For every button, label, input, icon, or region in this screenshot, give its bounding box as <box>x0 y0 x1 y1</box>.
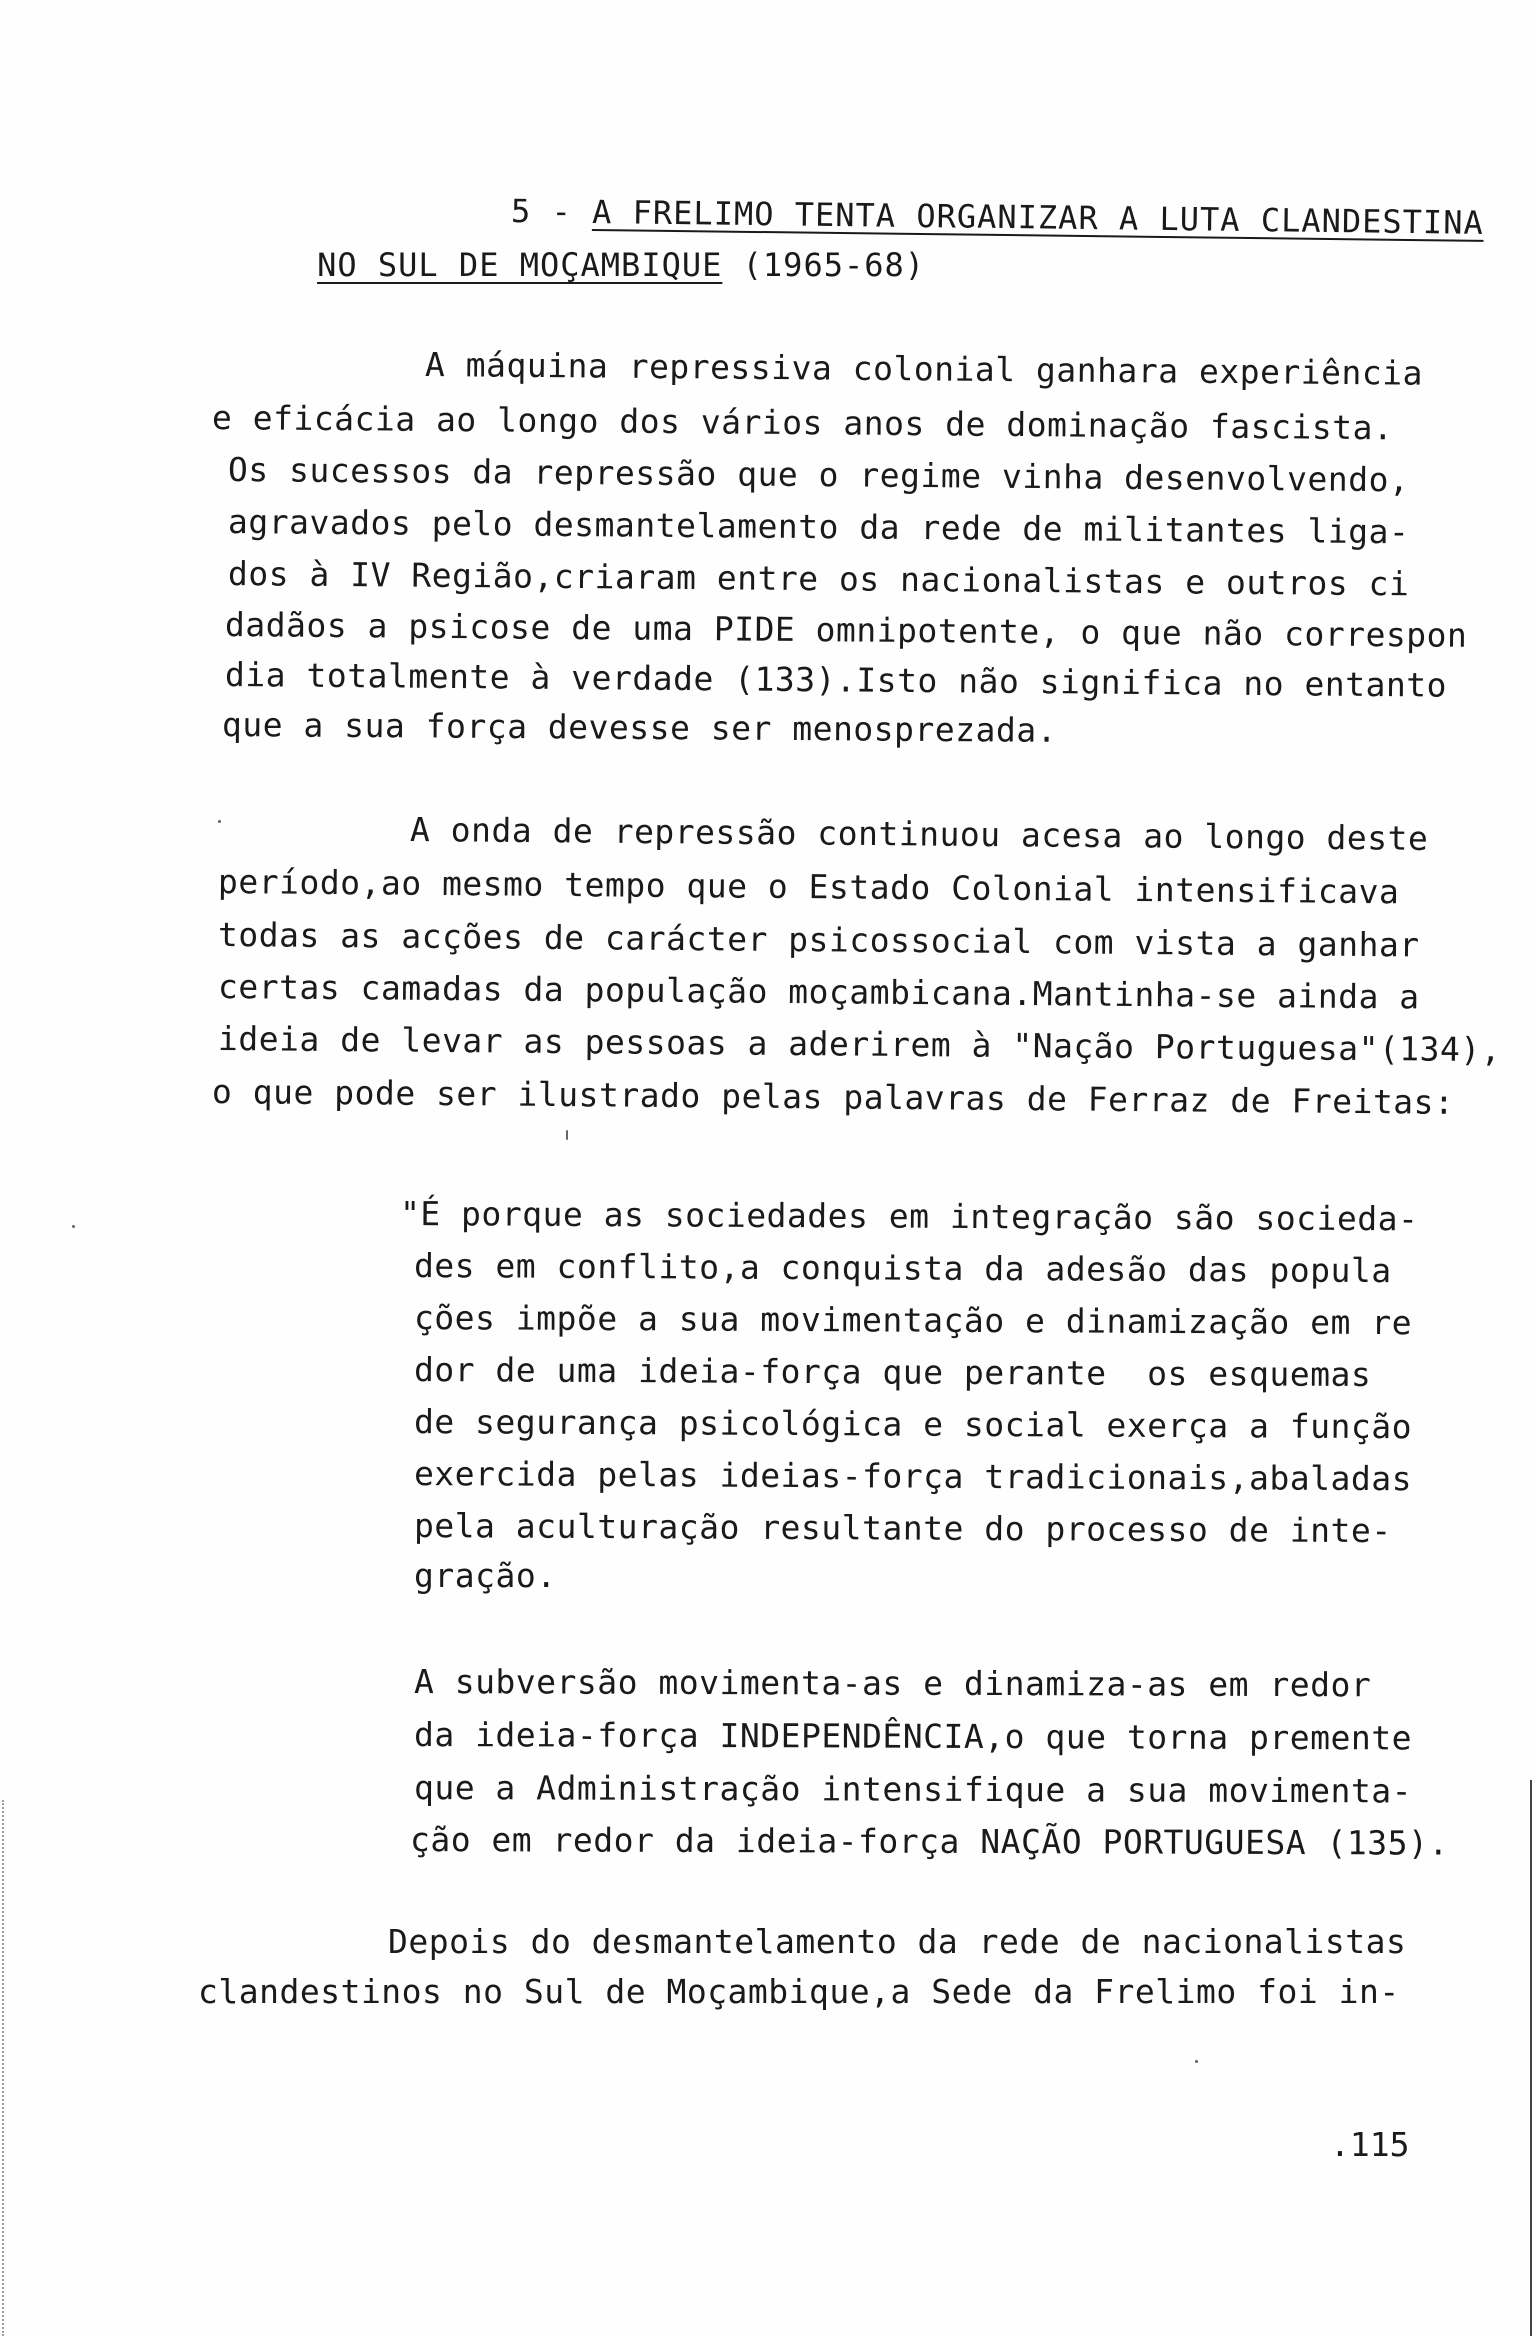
paragraph-2-line: ideia de levar as pessoas a aderirem à "Nação Portuguesa"(134), <box>217 1019 1502 1070</box>
paragraph-3-line: Depois do desmantelamento da rede de nacionalistas <box>388 1922 1407 1961</box>
paragraph-1-line: que a sua força devesse ser menosprezada. <box>221 705 1058 750</box>
page-number: .115 <box>1330 2125 1410 2164</box>
scan-margin-rule-left <box>2 1800 5 2336</box>
paragraph-1-line: agravados pelo desmantelamento da rede de militantes liga- <box>227 502 1410 552</box>
paragraph-1-line: dadãos a psicose de uma PIDE omnipotente, o que não correspon <box>224 605 1468 655</box>
quote-1-line: de segurança psicológica e social exerça a função <box>413 1402 1413 1447</box>
heading-line-2 <box>236 205 925 325</box>
paragraph-2-line: período,ao mesmo tempo que o Estado Colonial intensificava <box>217 862 1400 912</box>
paragraph-2-line: o que pode ser ilustrado pelas palavras de Ferraz de Freitas: <box>211 1072 1455 1122</box>
paragraph-2-line: certas camadas da população moçambicana.Mantinha-se ainda a <box>217 967 1420 1017</box>
scan-speck <box>566 1130 568 1140</box>
heading-number: 5 - <box>510 191 593 231</box>
paragraph-1-line: Os sucessos da repressão que o regime vinha desenvolvendo, <box>227 450 1410 500</box>
quote-1-line: gração. <box>414 1556 557 1595</box>
quote-1-line: des em conflito,a conquista da adesão das popula <box>413 1246 1392 1291</box>
paragraph-1-line: dia totalmente à verdade (133).Isto não significa no entanto <box>224 655 1448 705</box>
paragraph-3-line: clandestinos no Sul de Moçambique,a Sede da Frelimo foi in- <box>198 1972 1400 2011</box>
quote-2-line: que a Administração intensifique a sua movimenta- <box>413 1768 1413 1811</box>
quote-2-line: A subversão movimenta-as e dinamiza-as em redor <box>413 1662 1372 1705</box>
quote-1-line: pela aculturação resultante do processo de inte- <box>413 1506 1392 1551</box>
heading-years: (1965-68) <box>722 246 926 284</box>
paragraph-1-line: A máquina repressiva colonial ganhara experiência <box>424 345 1424 393</box>
quote-2-line: ção em redor da ideia-força NAÇÃO PORTUGUESA (135). <box>409 1820 1449 1863</box>
scan-margin-rule-right <box>1530 1780 1533 2336</box>
quote-1-line: dor de uma ideia-força que perante os esquemas <box>413 1350 1372 1395</box>
quote-1-line: ções impõe a sua movimentação e dinamização em re <box>413 1298 1413 1343</box>
scan-speck <box>72 1225 75 1228</box>
paragraph-1-line: e eficácia ao longo dos vários anos de dominação fascista. <box>211 398 1394 448</box>
paragraph-2-line: todas as acções de carácter psicossocial com vista a ganhar <box>217 915 1420 965</box>
heading-title-part2: NO SUL DE MOÇAMBIQUE <box>317 246 723 284</box>
quote-2-line: da ideia-força INDEPENDÊNCIA,o que torna premente <box>413 1715 1413 1758</box>
heading-title-part1: A FRELIMO TENTA ORGANIZAR A LUTA CLANDESTINA <box>591 192 1484 242</box>
paragraph-1-line: dos à IV Região,criaram entre os nacionalistas e outros ci <box>227 554 1410 604</box>
quote-1-line: exercida pelas ideias-força tradicionais,abaladas <box>413 1454 1413 1499</box>
scan-speck <box>1195 2060 1198 2063</box>
paragraph-2-line: A onda de repressão continuou acesa ao longo deste <box>409 810 1429 858</box>
scan-speck <box>218 820 221 823</box>
quote-1-line: "É porque as sociedades em integração são socieda- <box>399 1194 1419 1239</box>
